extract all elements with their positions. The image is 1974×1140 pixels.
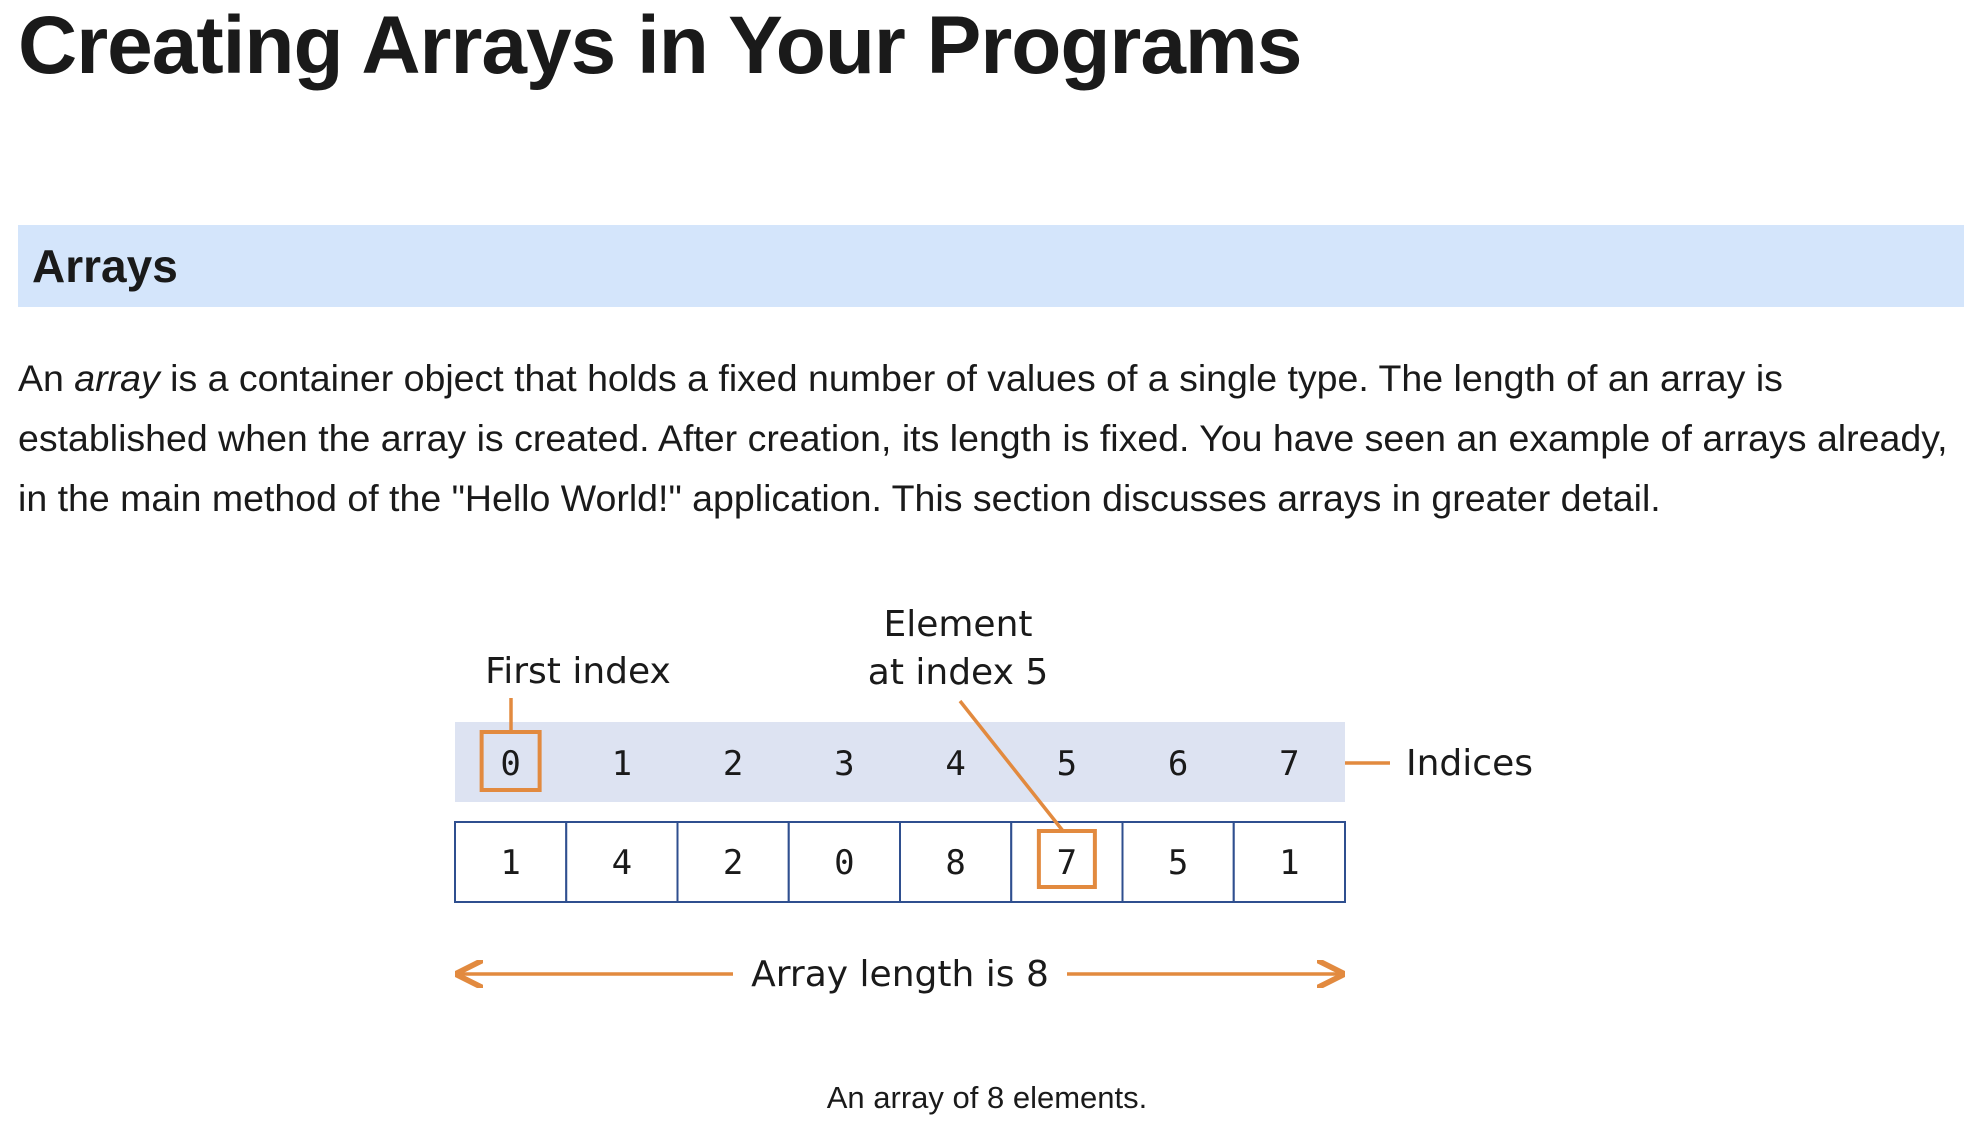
figure-caption: An array of 8 elements.: [826, 1080, 1148, 1115]
array-value: 1: [1279, 843, 1300, 883]
array-value: 4: [611, 843, 633, 883]
array-diagram: [0, 580, 1974, 1080]
indices-label: Indices: [1406, 743, 1533, 784]
index-label: 7: [1279, 744, 1300, 784]
array-value: 2: [722, 843, 744, 883]
index-label: 6: [1167, 744, 1189, 784]
first-index-label: First index: [485, 651, 671, 692]
index-label: 5: [1056, 744, 1078, 784]
index-label: 2: [722, 744, 744, 784]
index-label: 0: [500, 744, 521, 784]
section-header-band: [18, 225, 1964, 307]
array-diagram-figure: [0, 580, 1974, 1140]
page-title: Creating Arrays in Your Programs: [18, 0, 1302, 91]
intro-paragraph: [18, 348, 1948, 528]
element-label-line2: at index 5: [867, 652, 1049, 693]
array-value: 0: [834, 843, 855, 883]
array-value: 8: [945, 843, 966, 883]
index-label: 3: [834, 744, 855, 784]
index-label: 1: [611, 744, 633, 784]
intro-rest: is a container object that holds a fixed number of values of a single type. The length of an array is established when the array is created. After creation, its length is fixed. You have seen an example of arrays already, in the main method of the "Hello World!" application. This section discusses arrays in greater detail.: [18, 357, 1948, 519]
intro-start: An: [18, 357, 75, 399]
array-length-label: Array length is 8: [751, 954, 1049, 995]
section-heading: Arrays: [32, 240, 178, 292]
indices-band: [455, 722, 1345, 802]
element-label-line1: Element: [883, 604, 1033, 645]
array-value: 7: [1056, 843, 1078, 883]
array-value: 1: [500, 843, 521, 883]
array-value: 5: [1167, 843, 1189, 883]
index-label: 4: [945, 744, 966, 784]
intro-term: array: [74, 357, 160, 399]
